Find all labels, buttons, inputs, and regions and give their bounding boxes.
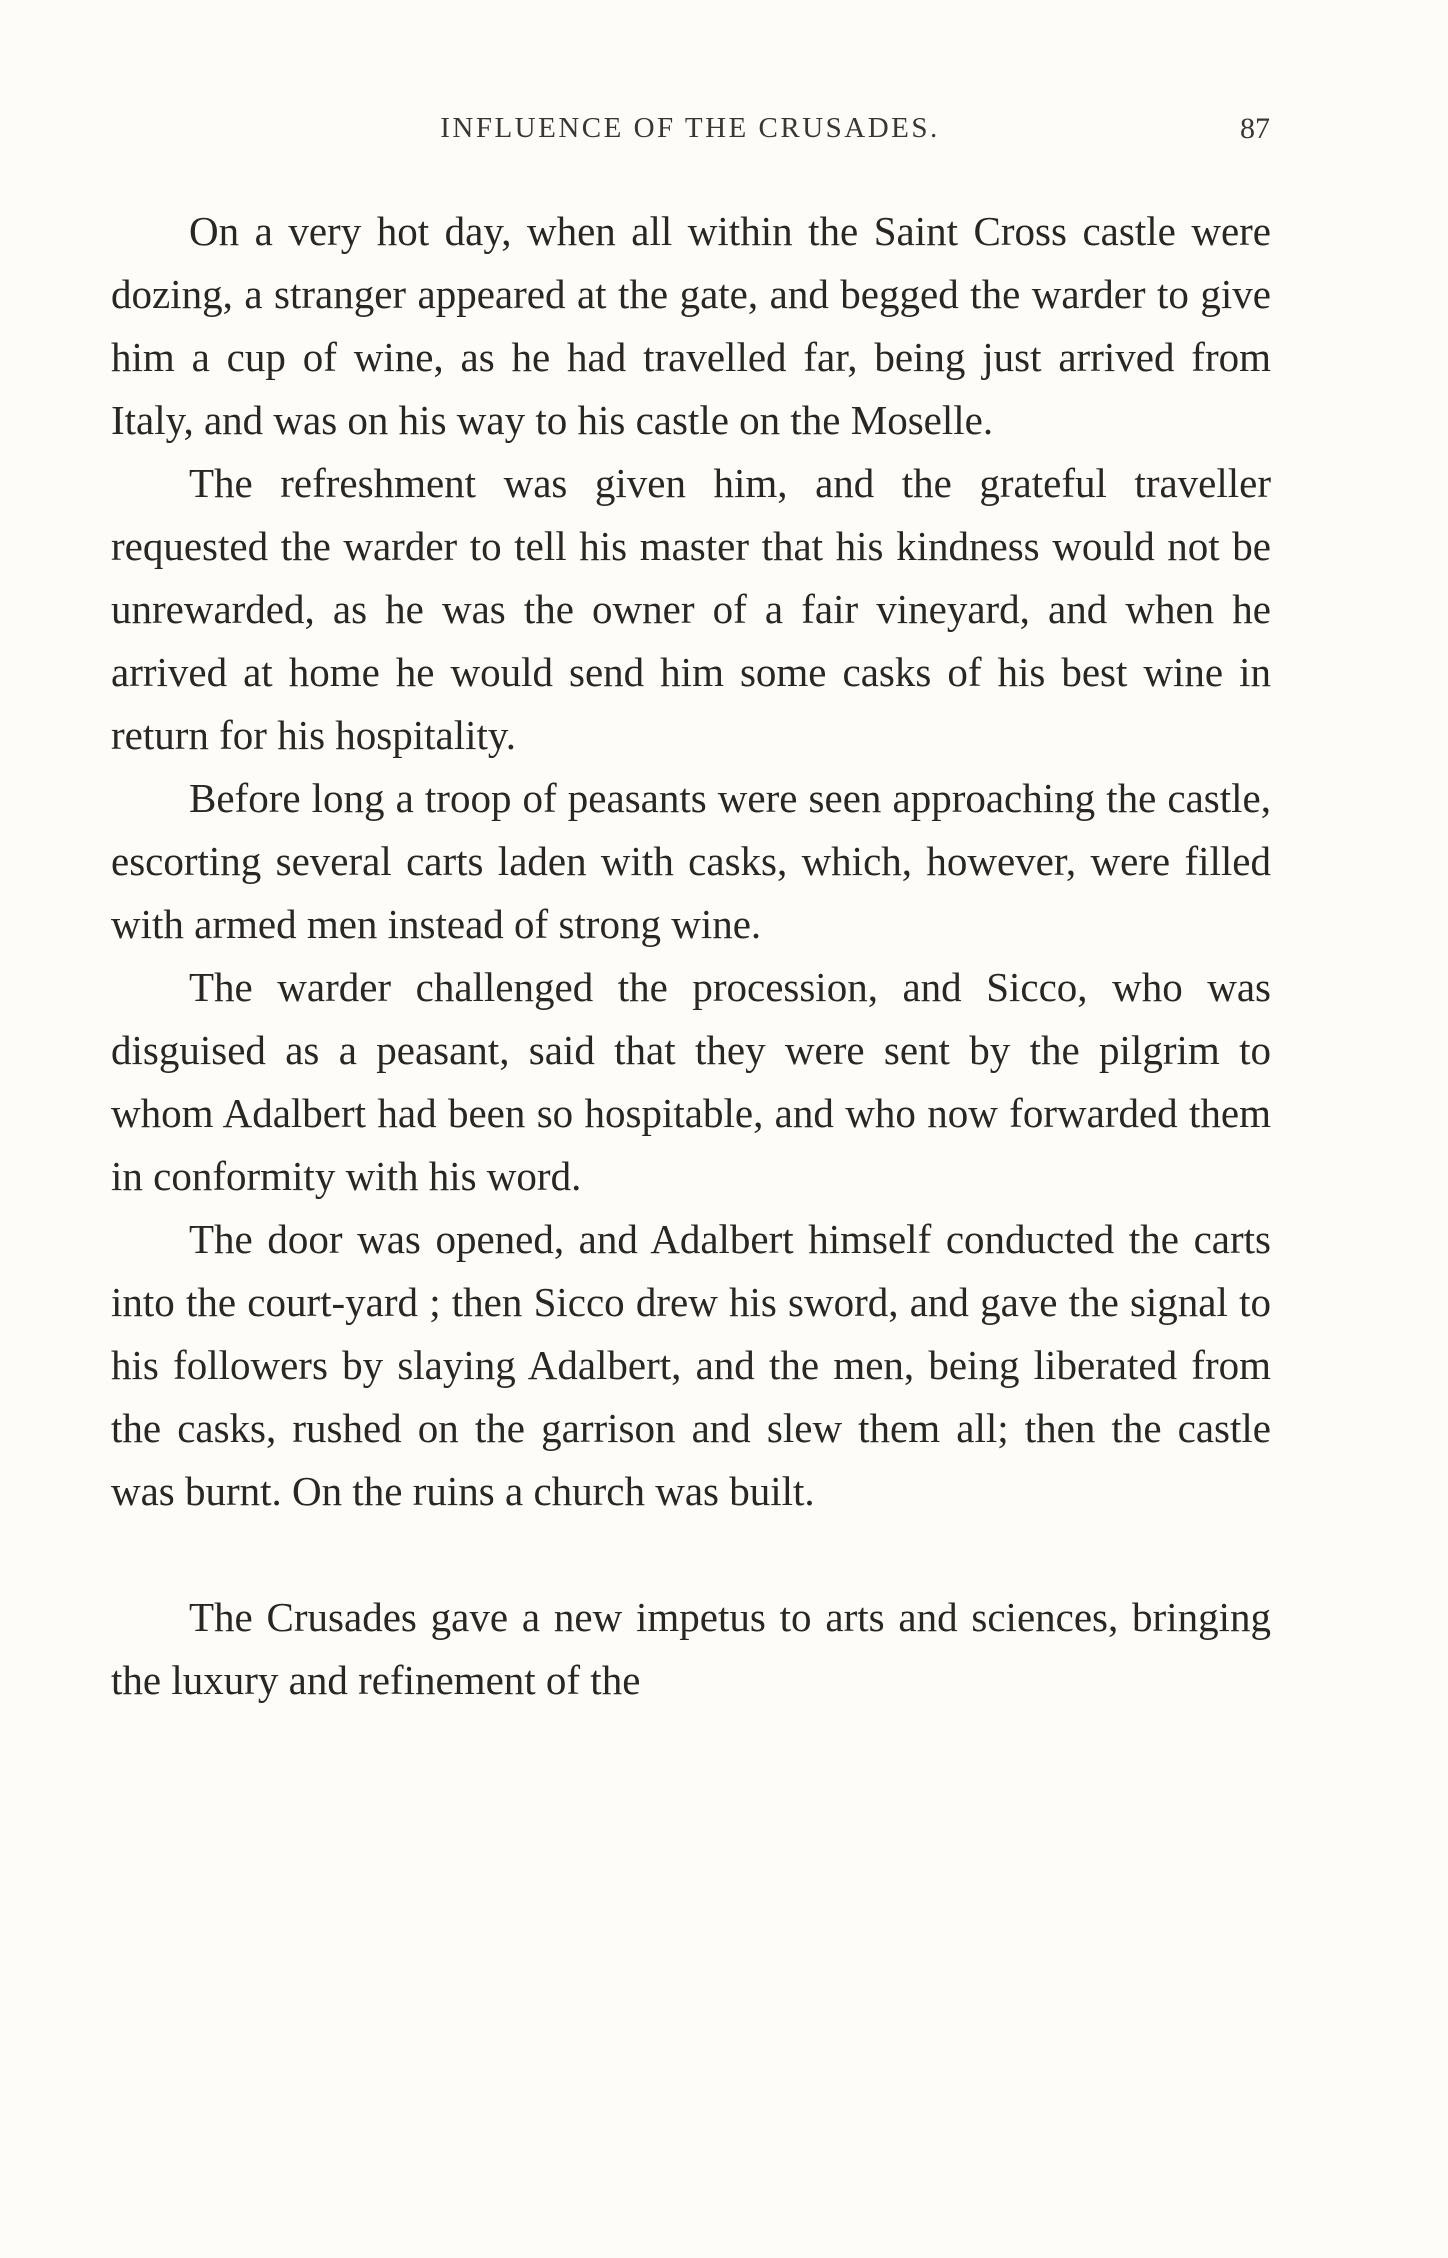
paragraph-refreshment: The refreshment was given him, and the grateful traveller requested the warder to tell his master that his kindness would not be unrewarded, as he was the owner of a fair vineyard, and when he arrived at home he would send him some casks of his best wine in return for his hospitality. bbox=[111, 460, 1271, 758]
paragraph-troop-of-peasants: Before long a troop of peasants were seen approaching the castle, escorting several carts laden with casks, which, however, were filled with armed men instead of strong wine. bbox=[111, 775, 1271, 947]
paragraph-door-opened: The door was opened, and Adalbert himself conducted the carts into the court-yard ; then Sicco drew his sword, and gave the signal to his followers by slaying Adalbert, and the men, being liberated from the casks, rushed on the garrison and slew them all; then the castle was burnt. On the ruins a church was built. bbox=[111, 1216, 1271, 1514]
page-number: 87 bbox=[1240, 112, 1270, 145]
running-title: INFLUENCE OF THE CRUSADES. bbox=[440, 112, 940, 144]
paragraph-warder-challenge: The warder challenged the procession, and Sicco, who was disguised as a peasant, said that they were sent by the pilgrim to whom Adalbert had been so hospitable, and who now forwarded them in conformity with his word. bbox=[111, 964, 1271, 1199]
body-text bbox=[111, 200, 1271, 1712]
paragraph-saint-cross-stranger: On a very hot day, when all within the Saint Cross castle were dozing, a stranger appeared at the gate, and begged the warder to give him a cup of wine, as he had travelled far, being just arrived from Italy, and was on his way to his castle on the Moselle. bbox=[111, 208, 1271, 443]
paragraph-crusades-impetus: The Crusades gave a new impetus to arts and sciences, bringing the luxury and refinement of the bbox=[111, 1594, 1271, 1703]
running-head bbox=[110, 112, 1270, 162]
